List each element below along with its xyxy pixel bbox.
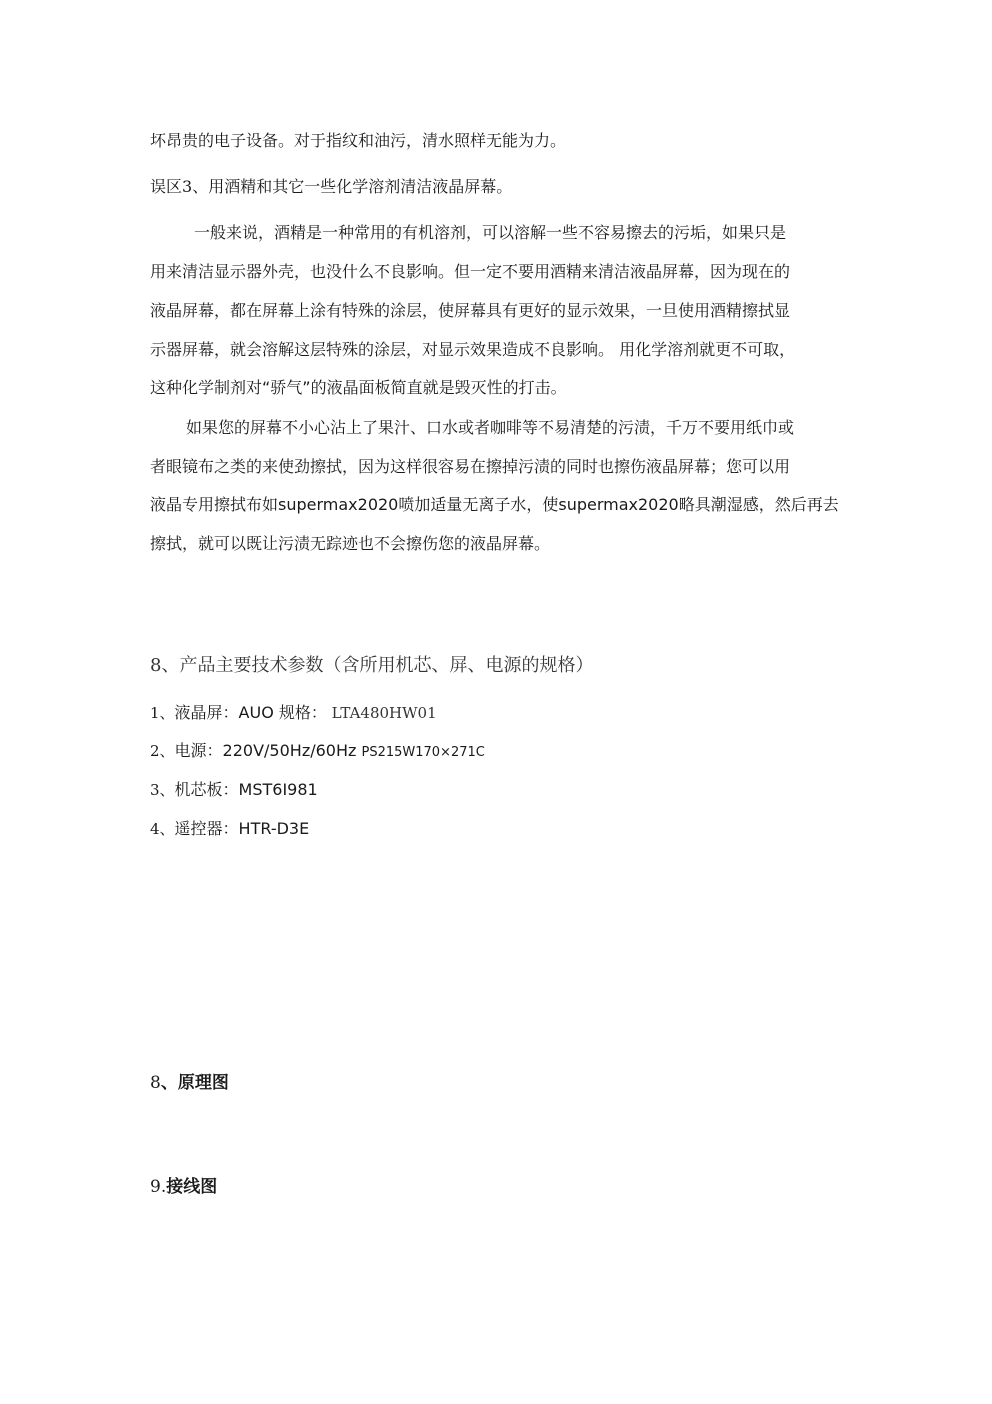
- spec-item-remote: [150, 819, 850, 839]
- spec-item-number: 1、: [150, 704, 175, 722]
- spec-item-label: 遥控器：HTR-D3E: [174, 819, 310, 838]
- spec-item-label: 液晶屏：AUO 规格：: [174, 703, 327, 722]
- misconception3-title: 、用酒精和其它一些化学溶剂清洁液晶屏幕。: [192, 177, 513, 196]
- para2-line-1: 如果您的屏幕不小心沾上了果汁、口水或者咖啡等不易清楚的污渍，千万不要用纸巾或: [186, 418, 795, 437]
- para1-line-5: 这种化学制剂对“骄气”的液晶面板简直就是毁灭性的打击。: [150, 378, 567, 397]
- spec-item-label: 电源：220V/50Hz/60Hz: [174, 741, 362, 760]
- para2-line-2: 者眼镜布之类的来使劲擦拭，因为这样很容易在擦掉污渍的同时也擦伤液晶屏幕；您可以用: [150, 457, 791, 476]
- spec-item-number: 3、: [150, 781, 175, 799]
- spec-item-number: 4、: [150, 820, 175, 838]
- para2-line-4: 擦拭，就可以既让污渍无踪迹也不会擦伤您的液晶屏幕。: [150, 534, 551, 553]
- wiring-label: 接线图: [166, 1177, 218, 1197]
- spec-item-label: 机芯板：MST6I981: [174, 780, 318, 799]
- spec-item-number: 2、: [150, 742, 175, 760]
- wiring-heading: [150, 1177, 850, 1197]
- para1-line-4: 示器屏幕，就会溶解这层特殊的涂层，对显示效果造成不良影响。 用化学溶剂就更不可取，: [150, 340, 796, 359]
- para1-line-1: 一般来说，酒精是一种常用的有机溶剂，可以溶解一些不容易擦去的污垢，如果只是: [194, 223, 787, 242]
- misconception3-heading: [150, 177, 850, 197]
- para1-line-3: 液晶屏幕，都在屏幕上涂有特殊的涂层，使屏幕具有更好的显示效果，一旦使用酒精擦拭显: [150, 301, 791, 320]
- spec-item-power: [150, 741, 850, 763]
- spec-item-lcd: [150, 703, 850, 723]
- wiring-number: 9.: [150, 1177, 167, 1197]
- schematic-number: 8: [150, 1073, 161, 1093]
- spec-item-value: PS215W170×271C: [361, 745, 485, 760]
- spec-item-chassis: [150, 780, 850, 800]
- schematic-label: 、原理图: [160, 1073, 229, 1093]
- misconception3-prefix: 误区3: [150, 177, 193, 196]
- misconception2-tail: 坏昂贵的电子设备。对于指纹和油污，清水照样无能为力。: [150, 131, 567, 150]
- spec-item-value: LTA480HW01: [326, 704, 437, 722]
- para1-line-2: 用来清洁显示器外壳，也没什么不良影响。但一定不要用酒精来清洁液晶屏幕，因为现在的: [150, 262, 791, 281]
- specs-title: 8、产品主要技术参数（含所用机芯、屏、电源的规格）: [150, 655, 594, 676]
- para2-line-3: 液晶专用擦拭布如supermax2020喷加适量无离子水，使supermax2020略具潮湿感，然后再去: [150, 495, 839, 514]
- schematic-heading: [150, 1073, 850, 1093]
